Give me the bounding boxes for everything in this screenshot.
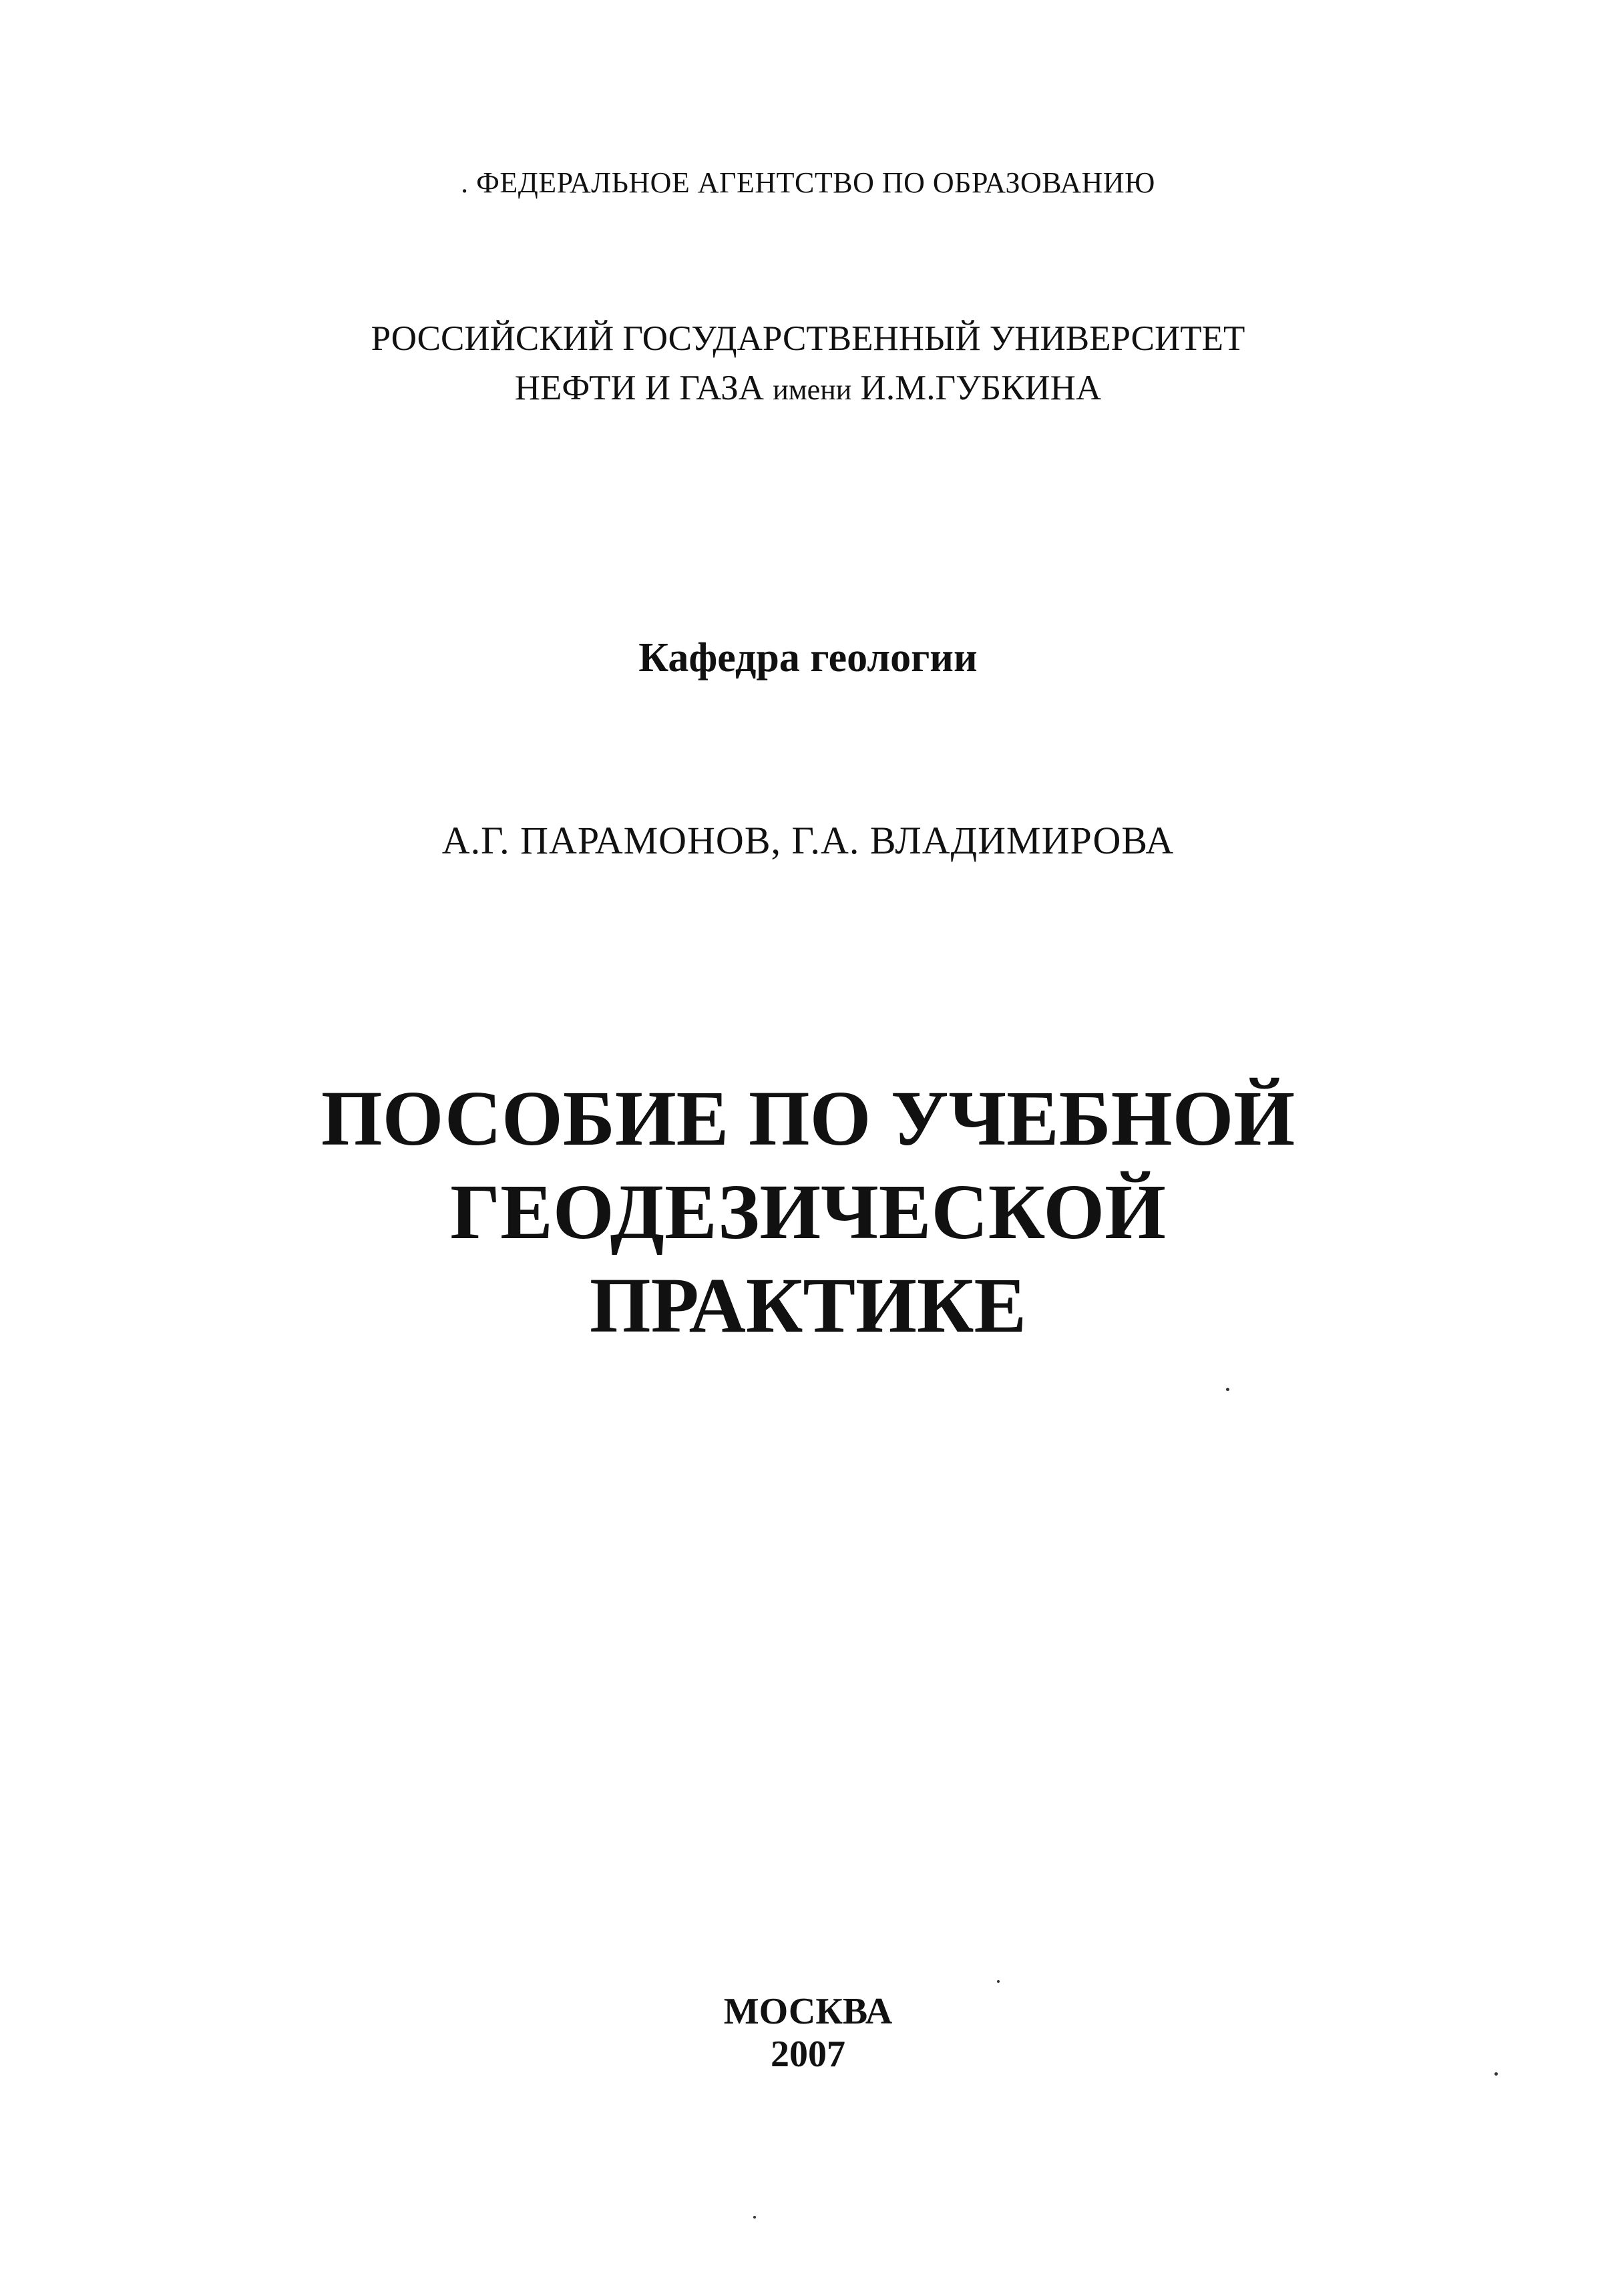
scan-speck <box>1226 1388 1229 1391</box>
university-line-2 <box>0 363 1616 415</box>
university-line-1: РОССИЙСКИЙ ГОСУДАРСТВЕННЫЙ УНИВЕРСИТЕТ <box>371 319 1245 358</box>
document-title <box>0 1072 1616 1352</box>
scan-speck <box>753 2216 756 2219</box>
scan-speck <box>1494 2072 1498 2076</box>
title-line-3: ПРАКТИКЕ <box>589 1262 1027 1349</box>
imprint-city: МОСКВА <box>723 1991 893 2032</box>
university-line-2-suffix: И.М.ГУБКИНА <box>860 369 1102 407</box>
imprint-year: 2007 <box>771 2034 845 2075</box>
title-line-1: ПОСОБИЕ ПО УЧЕБНОЙ <box>321 1075 1295 1162</box>
university-block <box>0 314 1616 415</box>
university-line-2-word: имени <box>773 373 852 406</box>
agency-line <box>0 166 1616 200</box>
title-line-2: ГЕОДЕЗИЧЕСКОЙ <box>450 1168 1166 1256</box>
authors: А.Г. ПАРАМОНОВ, Г.А. ВЛАДИМИРОВА <box>441 819 1175 862</box>
imprint <box>0 1990 1616 2076</box>
department-name: Кафедра геологии <box>638 635 978 681</box>
university-line-2-prefix: НЕФТИ И ГАЗА <box>514 369 765 407</box>
agency-leading-mark: . <box>461 166 469 199</box>
scan-speck <box>997 1980 1000 1983</box>
agency-name: ФЕДЕРАЛЬНОЕ АГЕНТСТВО ПО ОБРАЗОВАНИЮ <box>476 166 1155 199</box>
